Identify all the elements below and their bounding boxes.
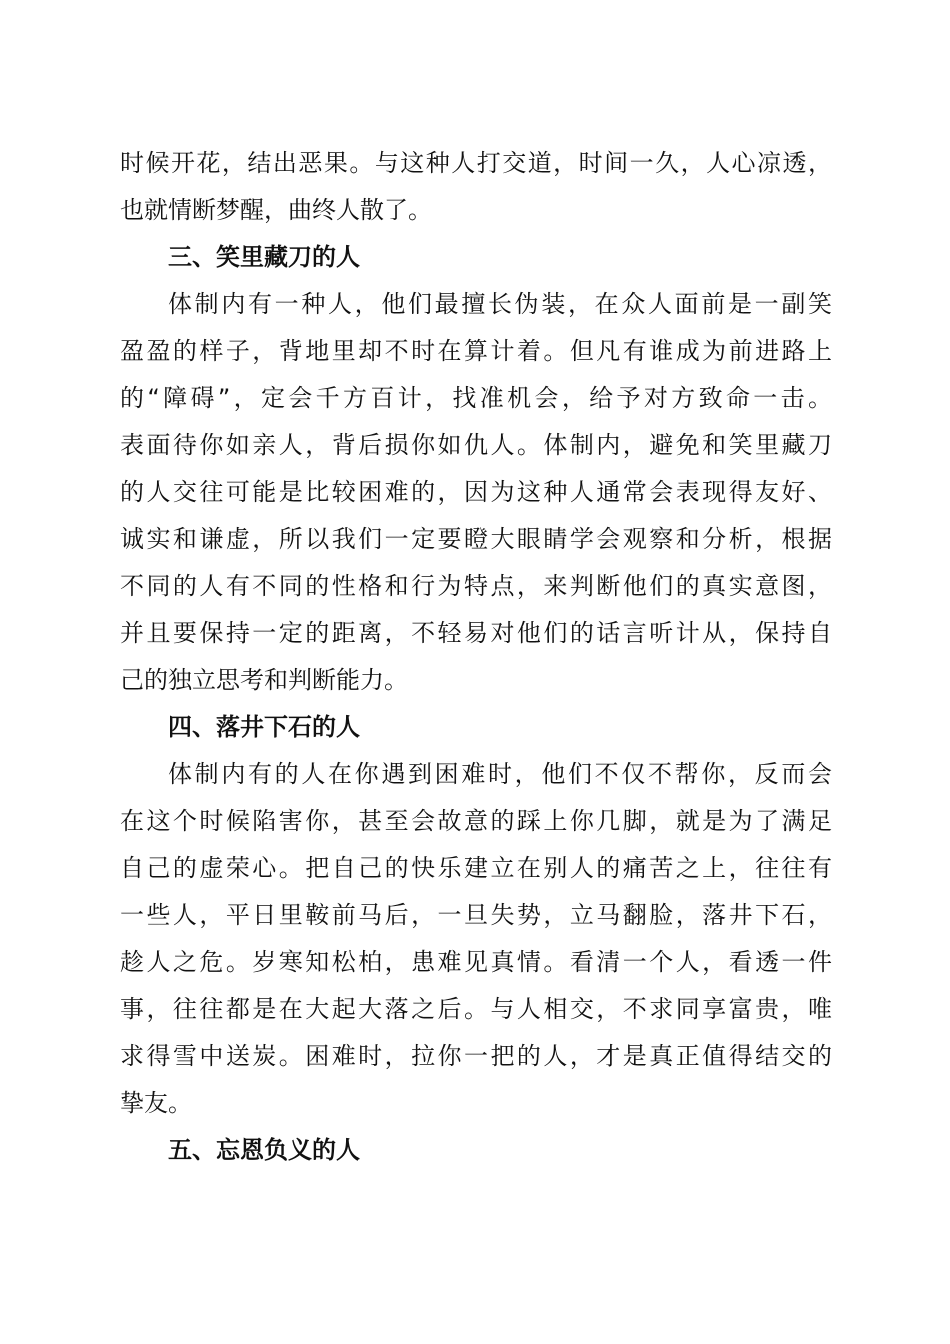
paragraph-line: 体制内有的人在你遇到困难时，他们不仅不帮你，反而会 bbox=[168, 760, 832, 788]
paragraph-line: 求得雪中送炭。困难时，拉你一把的人，才是真正值得结交的 bbox=[120, 1042, 832, 1070]
section-heading-3: 三、笑里藏刀的人 bbox=[168, 243, 360, 271]
paragraph-line: 体制内有一种人，他们最擅长伪装，在众人面前是一副笑 bbox=[168, 290, 832, 318]
paragraph-line: 趁人之危。岁寒知松柏，患难见真情。看清一个人，看透一件 bbox=[120, 948, 832, 976]
paragraph-line: 事，往往都是在大起大落之后。与人相交，不求同享富贵，唯 bbox=[120, 995, 832, 1023]
paragraph-line: 诚实和谦虚，所以我们一定要瞪大眼睛学会观察和分析，根据 bbox=[120, 525, 832, 553]
body-line: 也就情断梦醒，曲终人散了。 bbox=[120, 196, 432, 224]
paragraph-line: 自己的虚荣心。把自己的快乐建立在别人的痛苦之上，往往有 bbox=[120, 854, 832, 882]
paragraph-line: 己的独立思考和判断能力。 bbox=[120, 666, 408, 694]
paragraph-line: 的“障碍”，定会千方百计，找准机会，给予对方致命一击。 bbox=[120, 384, 832, 412]
paragraph-line: 不同的人有不同的性格和行为特点，来判断他们的真实意图， bbox=[120, 572, 832, 600]
paragraph-line: 的人交往可能是比较困难的，因为这种人通常会表现得友好、 bbox=[120, 478, 832, 506]
paragraph-line: 挚友。 bbox=[120, 1089, 192, 1117]
paragraph-line: 并且要保持一定的距离，不轻易对他们的话言听计从，保持自 bbox=[120, 619, 832, 647]
section-heading-5: 五、忘恩负义的人 bbox=[168, 1136, 360, 1164]
body-line: 时候开花，结出恶果。与这种人打交道，时间一久，人心凉透， bbox=[120, 149, 832, 177]
paragraph-line: 盈盈的样子，背地里却不时在算计着。但凡有谁成为前进路上 bbox=[120, 337, 832, 365]
document-body bbox=[120, 140, 832, 1174]
paragraph-line: 在这个时候陷害你，甚至会故意的踩上你几脚，就是为了满足 bbox=[120, 807, 832, 835]
paragraph-line: 表面待你如亲人，背后损你如仇人。体制内，避免和笑里藏刀 bbox=[120, 431, 832, 459]
section-heading-4: 四、落井下石的人 bbox=[168, 713, 360, 741]
paragraph-line: 一些人，平日里鞍前马后，一旦失势，立马翻脸，落井下石， bbox=[120, 901, 832, 929]
